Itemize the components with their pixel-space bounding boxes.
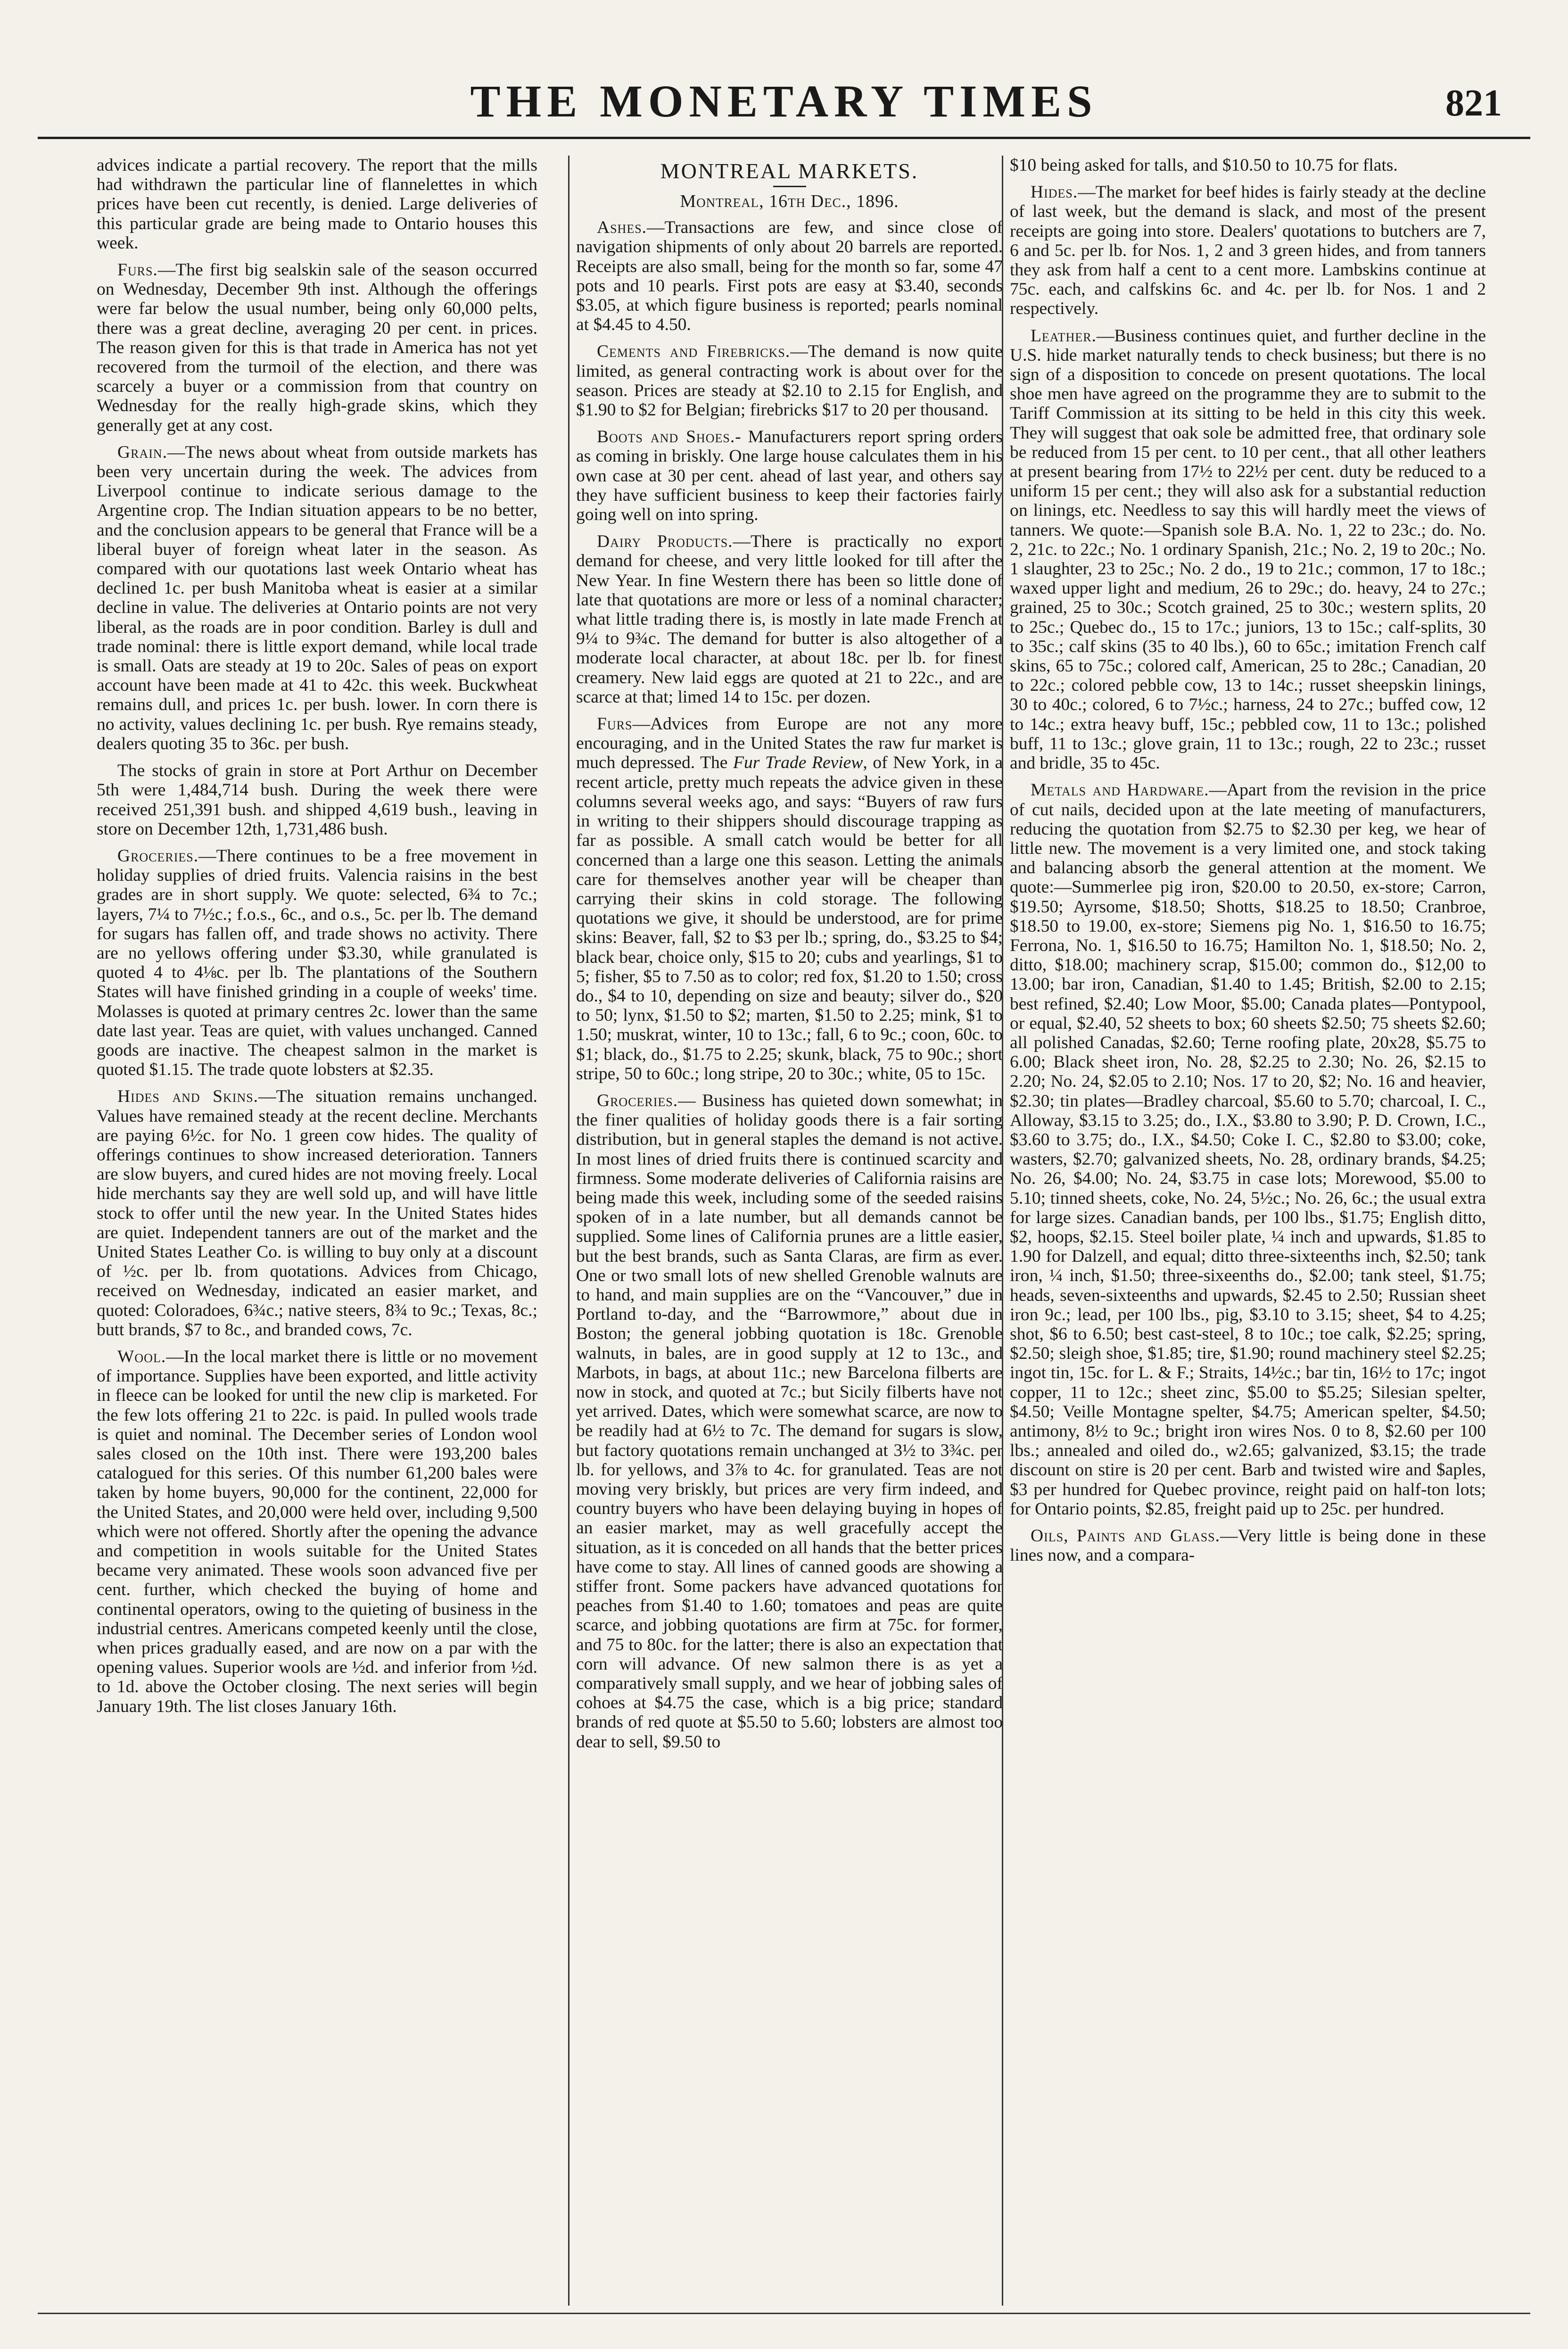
section-head-cements: Cements and Firebricks. — [597, 342, 791, 362]
paragraph-hides — [97, 1087, 537, 1340]
section-head-groceries-montreal: Groceries. — [597, 1091, 678, 1110]
section-head-leather: Leather. — [1031, 326, 1097, 346]
text-groceries-montreal: — Business has quieted down somewhat; in the finer qualities of holiday goods there is a fair sorting distribution, but in general staples the demand is not active. In most lines of dried fruits there is continued scarcity and firmness. Some moderate deliveries of California raisins are being made this week, including some of the seeded raisins spoken of in a late number, but all demands cannot be supplied. Some lines of California prunes are a little easier, but the best brands, such as Santa Claras, are firm as ever. One or two small lots of new shelled Grenoble walnuts are to hand, and main supplies are on the “Vancouver,” due in Portland to-day, and the “Barrowmore,” about due in Boston; the general jobbing quotation is 18c. Grenoble walnuts, in bales, are in good supply at 12 to 13c., and Marbots, in bags, at about 11c.; new Barcelona filberts are now in stock, and quoted at 7c.; but Sicily filberts have not yet arrived. Dates, which were somewhat scarce, are now to be readily had at 6½ to 7c. The demand for sugars is slow, but factory quotations remain unchanged at 3½ to 3¾c. per lb. for yellows, and 3⅞ to 4c. for granulated. Teas are not moving very briskly, but prices are very firm indeed, and country buyers who have been delaying buying in hopes of an easier market, may as well gracefully accept the situation, as it is conceded on all hands that the better prices have come to stay. All lines of canned goods are showing a stiffer front. Some packers have advanced quotations for peaches from $1.40 to 1.60; tomatoes and peas are quite scarce, and jobbing quotations are firm at 75c. for former, and 75 to 80c. for the latter; there is also an expectation that corn will advance. Of new salmon there is as yet a comparatively small supply, and we hear of jobbing sales of cohoes at $4.75 the case, which is a big price; standard brands of red quote at $5.50 to 5.60; lobsters are almost too dear to sell, $9.50 to — [576, 1091, 1003, 1752]
text-grain: —The news about wheat from outside markets has been very uncertain during the week. The advices from Liverpool continue to indicate serious damage to the Argentine crop. The Indian situation appears to be no better, and the conclusion appears to be general that France will be a liberal buyer of foreign wheat later in the season. As compared with our quotations last week Ontario wheat has declined 1c. per bush Manitoba wheat is easier at a similar decline in value. The deliveries at Ontario points are not very liberal, as the roads are in poor condition. Barley is dull and trade nominal: there is little export demand, while local trade is small. Oats are steady at 19 to 20c. Sales of peas on export account have been made at 41 to 42c. this week. Buckwheat remains dull, and prices 1c. per bush. lower. In corn there is no activity, values declining 1c. per bush. Rye remains steady, dealers quoting 35 to 36c. per bush. — [97, 442, 537, 753]
dateline: Montreal, 16th Dec., 1896. — [680, 191, 899, 211]
title-rule — [773, 186, 806, 187]
section-head-furs: Furs. — [117, 260, 158, 280]
column-3 — [1002, 156, 1486, 2306]
paragraph-furs-montreal — [576, 714, 1003, 1084]
section-head-wool: Wool. — [117, 1347, 166, 1366]
paragraph-oils — [1010, 1526, 1486, 1565]
paragraph-boots — [576, 427, 1003, 524]
text-hides: —The situation remains unchanged. Values have remained steady at the recent decline. Merchants are paying 6½c. for No. 1 green cow hides. The quality of offerings continues to show increased deterioration. Tanners are slow buyers, and cured hides are not moving freely. Local hide merchants say they are well sold up, and will have little stock to offer until the new year. In the United States hides are quiet. Independent tanners are out of the market and the United States Leather Co. is willing to buy only at a discount of ½c. per lb. from quotations. Advices from Chicago, received on Wednesday, indicated an easier market, and quoted: Coloradoes, 6¾c.; native steers, 8¾ to 9c.; Texas, 8c.; butt brands, $7 to 8c., and branded cows, 7c. — [97, 1087, 537, 1340]
section-head-ashes: Ashes. — [597, 218, 647, 238]
column-1 — [97, 156, 537, 2306]
section-head-hides: Hides and Skins. — [117, 1087, 259, 1107]
column-2 — [568, 156, 1003, 2306]
paragraph-hides-montreal — [1010, 182, 1486, 318]
section-head-metals: Metals and Hardware. — [1031, 780, 1209, 800]
page-header — [38, 71, 1530, 141]
paragraph-leather — [1010, 326, 1486, 773]
text-groceries: —There continues to be a free movement in holiday supplies of dried fruits. Valencia raisins in the best grades are in short supply. We quote: selected, 6¾ to 7c.; layers, 7¼ to 7½c.; f.o.s., 6c., and o.s., 5c. per lb. The demand for sugars has fallen off, and trade shows no activity. There are no yellows offering under $3.30, while granulated is quoted 4 to 4⅛c. per lb. The plantations of the Southern States will have finished grinding in a couple of weeks' time. Molasses is quoted at primary centres 2c. lower than the same date last year. Teas are quiet, with values unchanged. Canned goods are inactive. The cheapest salmon in the market is quoted $1.15. The trade quote lobsters at $2.35. — [97, 846, 537, 1080]
text-dairy: —There is practically no export demand for cheese, and very little looked for till after the New Year. In fine Western there has been so little done of late that quotations are more or less of a nominal character; what little trading there is, is mostly in late made French at 9¼ to 9¾c. The demand for butter is also altogether of a moderate local character, at about 18c. per lb. for finest creamery. New laid eggs are quoted at 21 to 22c., and are scarce at that; limed 14 to 15c. per dozen. — [576, 532, 1003, 707]
header-rule — [38, 137, 1530, 139]
text-wool: —In the local market there is little or no movement of importance. Supplies have been exported, and little activity in fleece can be looked for until the new clip is marketed. For the few lots offering 21 to 22c. is paid. In pulled wools trade is quiet and nominal. The December series of London wool sales closed on the 10th inst. There were 193,200 bales catalogued for this series. Of this number 61,200 bales were taken by home buyers, 90,000 for the continent, 22,000 for the United States, and 20,000 were held over, including 9,500 which were not offered. Shortly after the opening the advance and competition in wools suitable for the United States became very animated. These wools soon advanced five per cent. further, which checked the buying of home and continental operators, owing to the quieting of business in the industrial centres. Americans competed keenly until the close, when prices gradually eased, and are now on a par with the opening values. Superior wools are ½d. and inferior from ½d. to 1d. above the October closing. The next series will begin January 19th. The list closes January 16th. — [97, 1347, 537, 1716]
publication-name: Fur Trade Review — [733, 753, 863, 773]
text-ashes: —Transactions are few, and since close of navigation shipments of only about 20 barrels are reported. Receipts are also small, being for the month so far, some 47 pots and 10 pearls. First pots are easy at $3.40, seconds $3.05, at which figure business is reported; pearls nominal at $4.45 to 4.50. — [576, 218, 1003, 335]
text-hides-montreal: —The market for beef hides is fairly steady at the decline of last week, but the demand is slack, and most of the present receipts are going into store. Dealers' quotations to butchers are 7, 6 and 5c. per lb. for Nos. 1, 2 and 3 green hides, and from tanners they ask from half a cent to a cent more. Lambskins continue at 75c. each, and calfskins 6c. and 4c. per lb. for Nos. 1 and 2 respectively. — [1010, 182, 1486, 319]
paragraph-intro: advices indicate a partial recovery. The report that the mills had withdrawn the particular line of flannelettes in which prices have been cut recently, is denied. Large deliveries of this particular grade are being made to Ontario houses this week. — [97, 156, 537, 253]
section-head-boots: Boots and Shoes. — [597, 427, 735, 447]
paragraph-grain — [97, 443, 537, 753]
section-head-groceries: Groceries. — [117, 846, 199, 866]
text-boots: - Manufacturers report spring orders as coming in briskly. One large house calculates them in his own case at 30 per cent. ahead of last year, and others say they have sufficient business to keep their factories fairly going well on into spring. — [576, 427, 1003, 525]
paragraph-groceries-montreal — [576, 1091, 1003, 1752]
paragraph-groceries — [97, 846, 537, 1079]
paragraph-cements — [576, 342, 1003, 420]
section-head-hides-montreal: Hides. — [1031, 182, 1078, 202]
text-furs-b: , of New York, in a recent article, pretty much repeats the advice given in these columns several weeks ago, and says: “Buyers of raw furs in writing to their shippers should discourage trapping as far as possible. A small catch would be better for all concerned than a large one this season. Letting the animals care for themselves another year will be cheaper than carrying their skins in cold storage. The following quotations we give, it should be understood, are for prime skins: Beaver, fall, $2 to $3 per lb.; spring, do., $3.25 to $4; black bear, choice only, $15 to 20; cubs and yearlings, $1 to 5; fisher, $5 to 7.50 as to color; red fox, $1.20 to 1.50; cross do., $4 to 10, depending on size and beauty; silver do., $20 to 50; lynx, $1.50 to $2; marten, $1.50 to 2.25; mink, $1 to 1.50; muskrat, winter, 10 to 13c.; fall, 6 to 9c.; coon, 60c. to $1; black, do., $1.75 to 2.25; skunk, black, 75 to 90c.; short stripe, 50 to 60c.; long stripe, 20 to 30c.; white, 05 to 15c. — [576, 753, 1003, 1084]
section-head-furs-montreal: Furs — [597, 714, 633, 734]
newspaper-title: THE MONETARY TIMES — [470, 76, 1098, 126]
paragraph-wool — [97, 1347, 537, 1716]
text-furs-a: —Advices from Europe are not any more encouraging, and in the United States the raw fur market is much depressed. The — [576, 714, 1003, 773]
section-title-montreal-markets: MONTREAL MARKETS. — [660, 159, 919, 183]
text-oils: —Very little is being done in these lines now, and a compara- — [1010, 1526, 1486, 1565]
text-leather: —Business continues quiet, and further decline in the U.S. hide market naturally tends to check business; but there is no sign of a disposition to concede on present quotations. The local shoe men have agreed on the programme they are to submit to the Tariff Commission at its sitting to be held in this city this week. They will suggest that oak sole be admitted free, that ordinary sole be reduced from 15 per cent. to 10 per cent., that all other leathers at present bearing from 17½ to 22½ per cent. duty be reduced to a uniform 15 per cent.; they will also ask for a substantial reduction on linings, etc. Needless to say this will hardly meet the views of tanners. We quote:—Spanish sole B.A. No. 1, 22 to 23c.; do. No. 2, 21c. to 22c.; No. 1 ordinary Spanish, 21c.; No. 2, 19 to 20c.; No. 1 slaughter, 23 to 25c.; No. 2 do., 19 to 21c.; common, 17 to 18c.; waxed upper light and medium, 26 to 29c.; do. heavy, 24 to 27c.; grained, 25 to 30c.; Scotch grained, 25 to 30c.; western splits, 20 to 25c.; Quebec do., 15 to 17c.; juniors, 13 to 15c.; calf-splits, 30 to 35c.; calf skins (35 to 40 lbs.), 60 to 65c.; imitation French calf skins, 65 to 75c.; colored calf, American, 25 to 28c.; Canadian, 20 to 22c.; colored pebble cow, 13 to 14c.; russet sheepskin linings, 30 to 40c.; colored, 6 to 7½c.; harness, 24 to 27c.; buffed cow, 12 to 14c.; extra heavy buff, 15c.; pebbled cow, 11 to 13c.; polished buff, 11 to 13c.; glove grain, 11 to 13c.; rough, 22 to 23c.; russet and bridle, 35 to 45c. — [1010, 326, 1486, 773]
paragraph-metals — [1010, 780, 1486, 1519]
paragraph-stocks: The stocks of grain in store at Port Arthur on December 5th were 1,484,714 bush. During the week there were received 251,391 bush. and shipped 4,619 bush., leaving in store on December 12th, 1,731,486 bush. — [97, 761, 537, 839]
page-number: 821 — [1445, 83, 1502, 124]
paragraph-dairy — [576, 532, 1003, 707]
text-metals: —Apart from the revision in the price of cut nails, decided upon at the late meeting of manufacturers, reducing the quotation from $2.75 to $2.30 per keg, we hear of little new. The movement is a very limited one, and stock taking and balancing absorb the general attention at the moment. We quote:—Summerlee pig iron, $20.00 to 20.50, ex-store; Carron, $19.50; Ayrsome, $18.50; Shotts, $18.25 to 18.50; Cranbroe, $18.50 to 19.00, ex-store; Siemens pig No. 1, $16.50 to 16.75; Ferrona, No. 1, $16.50 to 16.75; Hamilton No. 1, $18.50; No. 2, ditto, $18.00; machinery scrap, $15.00; common do., $12,00 to 13.00; bar iron, Canadian, $1.40 to 1.45; British, $2.00 to 2.15; best refined, $2.40; Low Moor, $5.00; Canada plates—Pontypool, or equal, $2.40, 52 sheets to box; 60 sheets $2.50; 75 sheets $2.60; all polished Canadas, $2.60; Terne roofing plate, 20x28, $5.75 to 6.00; Black sheet iron, No. 28, $2.25 to 2.30; No. 26, $2.15 to 2.20; No. 24, $2.05 to 2.10; Nos. 17 to 20, $2; No. 16 and heavier, $2.30; tin plates—Bradley charcoal, $5.60 to 5.70; charcoal, I. C., Alloway, $3.15 to 3.25; do., I.X., $3.80 to 3.90; P. D. Crown, I.C., $3.60 to 3.75; do., I.X., $4.50; Coke I. C., $2.80 to $3.00; coke, wasters, $2.70; galvanized sheets, No. 28, ordinary brands, $4.25; No. 26, $4.00; No. 24, $3.75 in case lots; Morewood, $5.00 to 5.10; tinned sheets, coke, No. 24, 5½c.; No. 26, 6c.; the usual extra for large sizes. Canadian bands, per 100 lbs., $1.75; English ditto, $2, hoops, $2.15. Steel boiler plate, ¼ inch and upwards, $1.85 to 1.90 for Dalzell, and equal; ditto three-sixteenths inch, $2.50; tank iron, ¼ inch, $1.50; three-sixeenths do., $2.00; tank steel, $1.75; heads, seven-sixteenths and upwards, $2.45 to 2.50; Russian sheet iron 9c.; lead, per 100 lbs., pig, $3.10 to 3.15; sheet, $4 to 4.25; shot, $6 to 6.50; best cast-steel, 8 to 10c.; toe calk, $2.25; spring, $2.50; sleigh shoe, $1.85; tire, $1.90; round machinery steel $2.25; ingot tin, 15c. for L. & F.; Straits, 14½c.; bar tin, 16½ to 17c; ingot copper, 11 to 12c.; sheet zinc, $5.00 to $5.25; Silesian spelter, $4.50; Veille Montagne spelter, $4.75; American spelter, $4.50; antimony, 8½ to 9c.; bright iron wires Nos. 0 to 8, $2.60 per 100 lbs.; annealed and oiled do., w2.65; galvanized, $3.15; the trade discount on stire is 20 per cent. Barb and twisted wire and $aples, $3 per hundred for Quebec province, reight paid on half-ton lots; for Ontario points, $2.85, freight paid up to 25c. per hundred. — [1010, 780, 1486, 1519]
section-head-grain: Grain. — [117, 442, 168, 462]
text-cements: —The demand is now quite limited, as general contracting work is about over for the season. Prices are steady at $2.10 to 2.15 for English, and $1.90 to $2 for Belgian; firebricks $17 to 20 per thousand. — [576, 342, 1003, 420]
section-head-oils: Oils, Paints and Glass. — [1031, 1526, 1220, 1546]
paragraph-lobster-continuation: $10 being asked for talls, and $10.50 to 10.75 for flats. — [1010, 156, 1398, 175]
text-furs: —The first big sealskin sale of the season occurred on Wednesday, December 9th inst. Although the offerings were far below the usual number, being only 60,000 pelts, there was a great decline, averaging 20 per cent. in prices. The reason given for this is that trade in America has not yet recovered from the turmoil of the election, and there was scarcely a buyer or a commission from that country on Wednesday for the really high-grade skins, which they generally get at any cost. — [97, 260, 537, 435]
section-head-dairy: Dairy Products. — [597, 532, 733, 552]
paragraph-ashes — [576, 218, 1003, 334]
footer-rule — [38, 2313, 1530, 2314]
paragraph-furs — [97, 260, 537, 435]
